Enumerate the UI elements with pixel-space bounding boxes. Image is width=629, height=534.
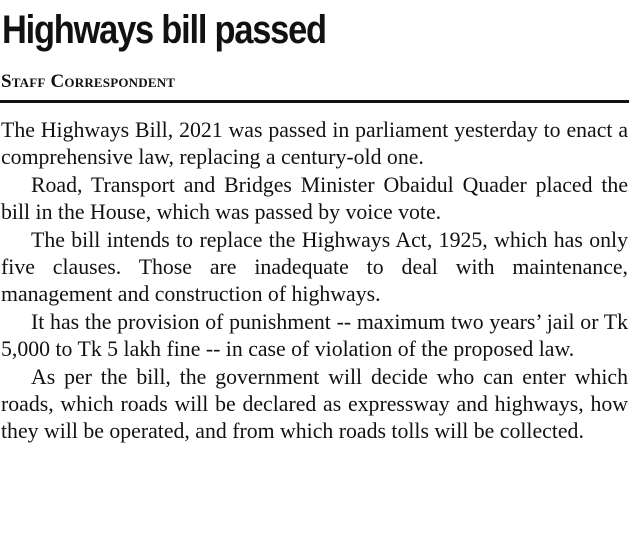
byline: Staff Correspondent bbox=[1, 71, 176, 92]
headline: Highways bill passed bbox=[2, 8, 326, 52]
article-body bbox=[1, 117, 628, 446]
paragraph-2: Road, Transport and Bridges Minister Obaidul Quader placed the bill in the House, which was passed by voice vote. bbox=[1, 172, 628, 225]
paragraph-4: It has the provision of punishment -- maximum two years’ jail or Tk 5,000 to Tk 5 lakh fine -- in case of violation of the proposed law. bbox=[1, 309, 628, 362]
divider-rule bbox=[0, 100, 629, 103]
paragraph-3: The bill intends to replace the Highways Act, 1925, which has only five clauses. Those are inadequate to deal with maintenance, management and construction of highways. bbox=[1, 227, 628, 307]
paragraph-1: The Highways Bill, 2021 was passed in parliament yesterday to enact a comprehensive law, replacing a century-old one. bbox=[1, 118, 628, 170]
paragraph-5: As per the bill, the government will decide who can enter which roads, which roads will be declared as expressway and highways, how they will be operated, and from which roads tolls will be collected. bbox=[1, 364, 628, 444]
